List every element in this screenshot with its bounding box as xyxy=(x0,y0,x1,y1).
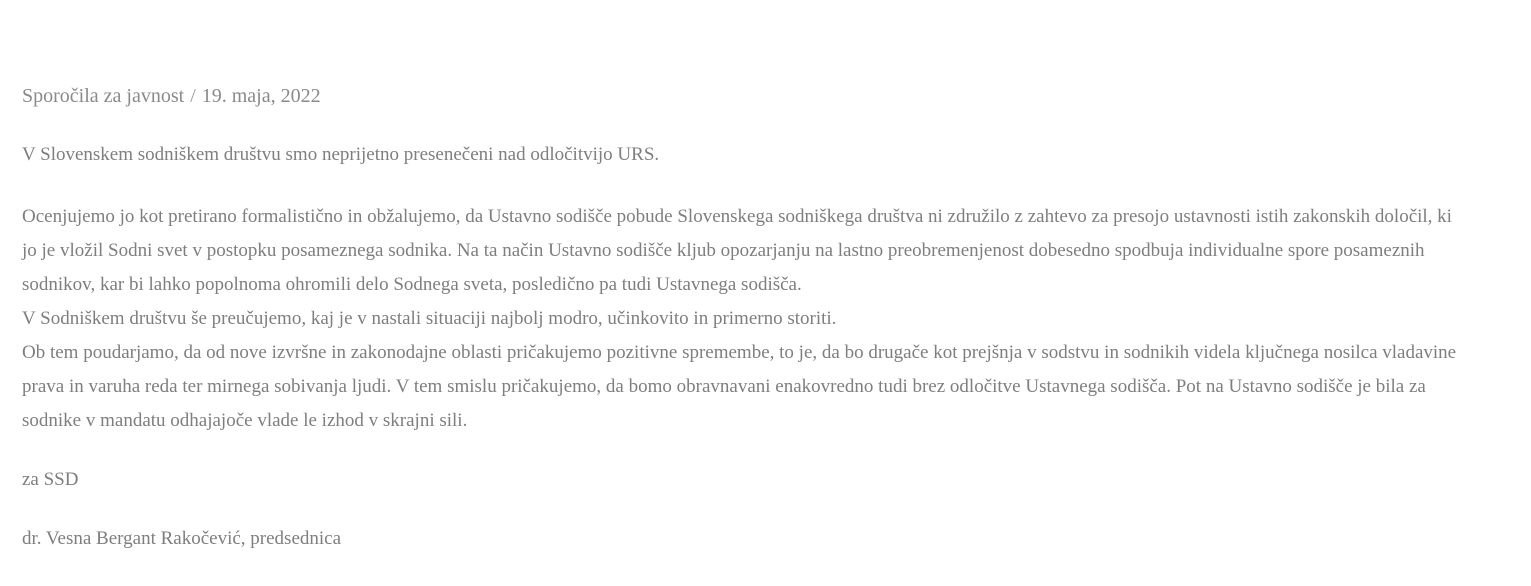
article-paragraph-2: V Sodniškem društvu še preučujemo, kaj je v nastali situaciji najbolj modro, učinkovito in primerno storiti. xyxy=(22,308,837,329)
article-meta xyxy=(22,82,321,110)
signature-organization: za SSD xyxy=(22,469,79,490)
article-lead-paragraph: V Slovenskem sodniškem društvu smo neprijetno presenečeni nad odločitvijo URS. xyxy=(22,144,660,165)
signature-name: dr. Vesna Bergant Rakočević, predsednica xyxy=(22,528,342,549)
article-paragraph-3: Ob tem poudarjamo, da od nove izvršne in zakonodajne oblasti pričakujemo pozitivne spremembe, to je, da bo drugače kot prejšnja v sodstvu in sodnikih videla ključnega nosilca vladavine prava in varuha reda ter mirnega sobivanja ljudi. V tem smislu pričakujemo, da bomo obravnavani enakovredno tudi brez odločitve Ustavnega sodišča. Pot na Ustavno sodišče je bila za sodnike v mandatu odhajajoče vlade le izhod v skrajni sili. xyxy=(22,342,1457,431)
article-body xyxy=(22,200,1471,438)
article-paragraph-1: Ocenjujemo jo kot pretirano formalistično in obžalujemo, da Ustavno sodišče pobude Slovenskega sodniškega društva ni združilo z zahtevo za presojo ustavnosti istih zakonskih določil, ki jo je vložil Sodni svet v postopku posameznega sodnika. Na ta način Ustavno sodišče kljub opozarjanju na lastno preobremenjenost dobesedno spodbuja individualne spore posameznih sodnikov, kar bi lahko popolnoma ohromili delo Sodnega sveta, posledično pa tudi Ustavnega sodišča. xyxy=(22,206,1452,295)
meta-separator: / xyxy=(190,85,196,107)
article-date: 19. maja, 2022 xyxy=(201,85,321,107)
article-category[interactable]: Sporočila za javnost xyxy=(22,85,185,107)
